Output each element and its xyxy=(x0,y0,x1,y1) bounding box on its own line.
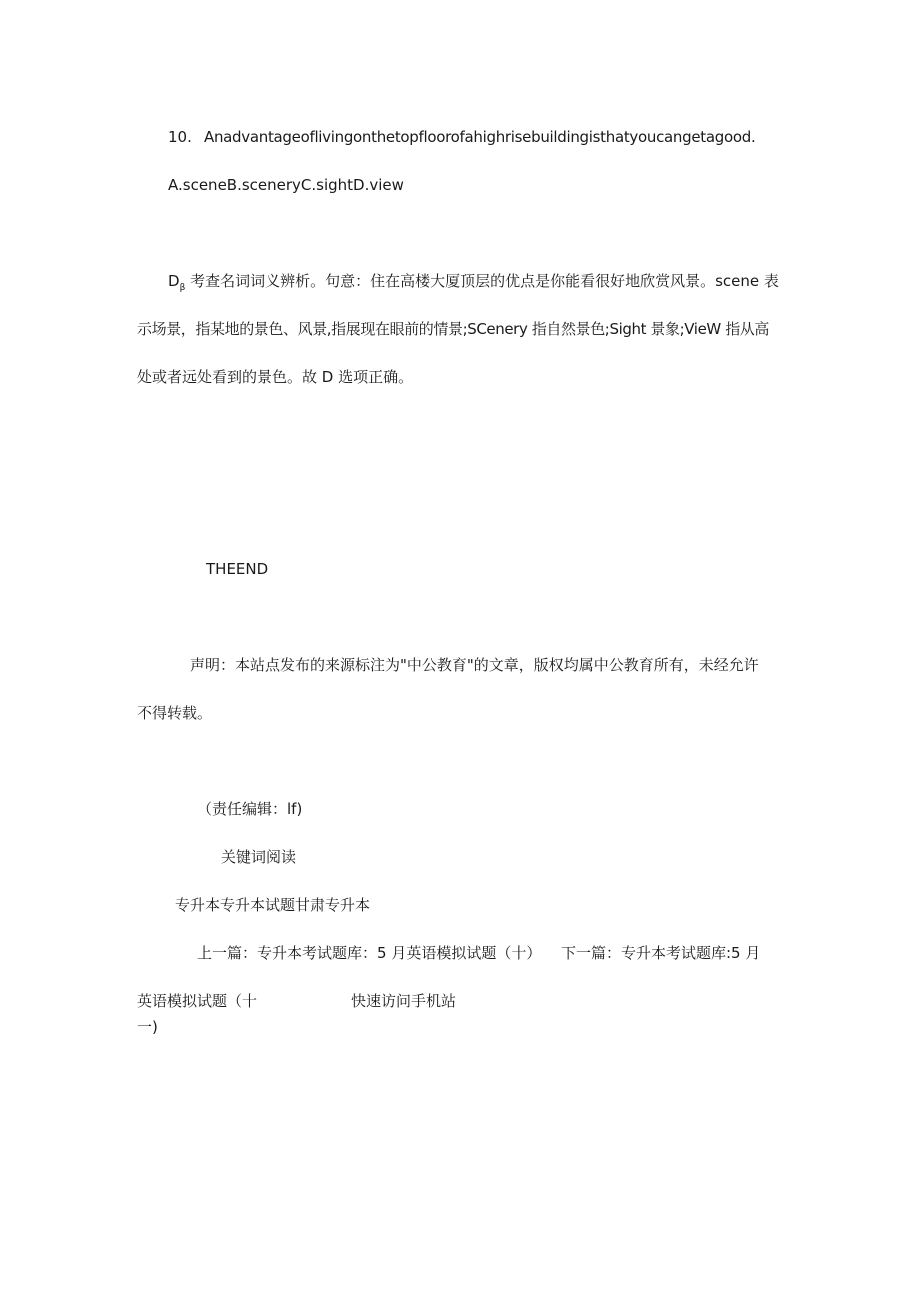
next-article-link-end[interactable]: 一) xyxy=(137,1018,158,1036)
answer-text-1: 考查名词词义辨析。句意：住在高楼大厦顶层的优点是你能看很好地欣赏风景。scene 表 xyxy=(190,272,779,290)
question-stem: Anadvantageoflivingonthetopfloorofahighrisebuildingisthatyoucangetagood. xyxy=(204,128,756,146)
question-number: 10. xyxy=(168,128,192,146)
editor-credit: （责任编辑：lf) xyxy=(197,800,303,818)
answer-line-3: 处或者远处看到的景色。故 D 选项正确。 xyxy=(137,368,414,386)
statement-line-1: 声明：本站点发布的来源标注为"中公教育"的文章，版权均属中公教育所有，未经允许 xyxy=(190,656,759,674)
next-article-link[interactable]: 下一篇：专升本考试题库:5 月 xyxy=(561,944,761,962)
answer-mark: β xyxy=(179,283,186,293)
keywords-heading: 关键词阅读 xyxy=(221,848,297,866)
statement-line-2: 不得转载。 xyxy=(137,704,213,722)
answer-letter: D xyxy=(168,272,180,290)
next-article-link-cont[interactable]: 英语模拟试题（十 xyxy=(137,992,258,1010)
end-text: THEEND xyxy=(206,560,269,578)
question-options: A.sceneB.sceneryC.sightD.view xyxy=(168,176,404,194)
answer-line-2: 示场景，指某地的景色、风景,指展现在眼前的情景;SCenery 指自然景色;Sight 景象;VieW 指从高 xyxy=(137,320,769,338)
mobile-site-link[interactable]: 快速访问手机站 xyxy=(351,992,457,1010)
answer-line-1 xyxy=(168,271,779,294)
keywords-links[interactable]: 专升本专升本试题甘肃专升本 xyxy=(175,896,371,914)
prev-article-link[interactable]: 上一篇：专升本考试题库：5 月英语模拟试题（十） xyxy=(197,944,542,962)
